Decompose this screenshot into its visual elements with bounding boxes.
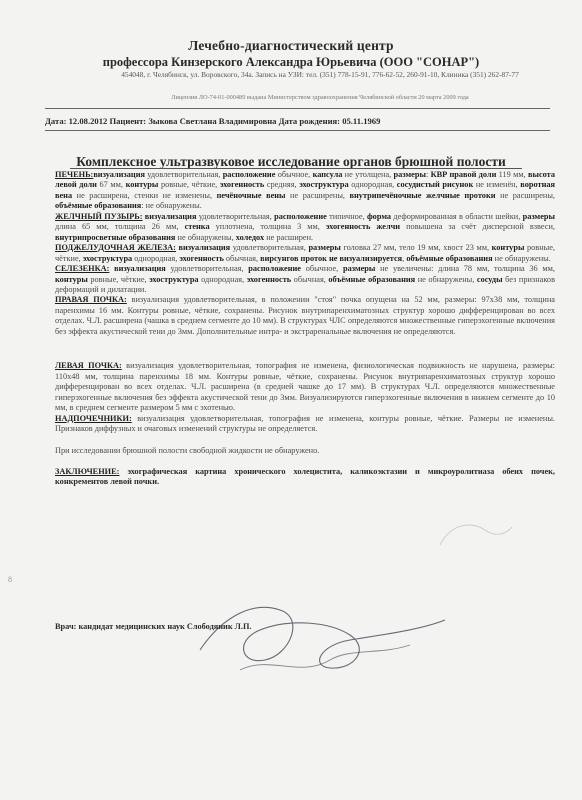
patient-divider [45, 130, 550, 131]
organ-heading: ПОДЖЕЛУДОЧНАЯ ЖЕЛЕЗА: [55, 243, 176, 253]
finding-label: сосудистый рисунок [396, 180, 474, 190]
spacer [55, 337, 555, 361]
finding-label: высота левой доли [55, 170, 556, 190]
license-line: Лицензия ЛО-74-01-000489 выдана Министерством здравоохранения Челябинской области 20 марта 2009 года [171, 94, 469, 101]
finding-text: однородная, [132, 253, 180, 263]
finding-label: эхогенность [246, 274, 292, 284]
finding-label: стенка [184, 222, 210, 232]
finding-label: объёмные образования [406, 253, 493, 263]
finding-label: объёмные образования [55, 201, 142, 211]
finding-text: обычная, [291, 274, 329, 284]
report-title: Комплексное ультразвуковое исследование органов брюшной полости [76, 154, 506, 169]
organ-section [55, 264, 555, 295]
finding-label: контуры [55, 274, 88, 284]
finding-text: не обнаружены, [415, 274, 477, 284]
organ-section [55, 361, 555, 413]
page-margin-mark: 8 [8, 575, 12, 584]
organ-section [55, 414, 555, 435]
finding-label: размеры [393, 170, 426, 179]
finding-text: не обнаружены. [492, 253, 551, 263]
finding-text: 119 мм, [496, 170, 528, 179]
organ-heading: ПЕЧЕНЬ: [55, 170, 94, 179]
finding-label: эхоструктура [82, 253, 133, 263]
finding-text: ровные, чёткие, [158, 180, 220, 190]
finding-text: удовлетворительная, [144, 170, 223, 179]
finding-text: средняя, [264, 180, 300, 190]
doctor-signature-line: Врач: кандидат медицинских наук Слободяник Л.П. [55, 622, 252, 631]
organ-sections [55, 170, 555, 434]
finding-text: ровные, чёткие, [55, 243, 555, 263]
finding-text: ровные, чёткие, [87, 274, 150, 284]
finding-text: деформированная в области шейки, [391, 211, 523, 221]
report-body [55, 170, 555, 488]
finding-label: форма [366, 211, 392, 221]
finding-label: контуры [125, 180, 159, 190]
organ-section [55, 243, 555, 264]
finding-label: сосуды [476, 274, 503, 284]
finding-text: не обнаружены, [175, 232, 236, 242]
free-fluid-statement: При исследовании брюшной полости свободной жидкости не обнаружено. [55, 446, 320, 456]
organ-section [55, 212, 555, 243]
finding-label: размеры [308, 243, 341, 253]
organ-section [55, 170, 555, 212]
organ-heading: ПРАВАЯ ПОЧКА: [55, 295, 127, 305]
conclusion-label: ЗАКЛЮЧЕНИЕ: [55, 466, 120, 476]
organ-heading: СЕЛЕЗЕНКА: [55, 264, 110, 274]
finding-label: холедох [235, 232, 265, 242]
finding-label: контуры [491, 243, 525, 253]
finding-label: расположение [274, 211, 327, 221]
handwritten-signature [180, 560, 460, 690]
finding-label: эхогенность [219, 180, 265, 190]
finding-label: визуализация [178, 243, 231, 253]
organ-heading: НАДПОЧЕЧНИКИ: [55, 413, 132, 423]
finding-text: , [402, 253, 407, 263]
finding-text: : [425, 170, 431, 179]
finding-label: внутрипросветные образования [55, 232, 176, 242]
finding-text: не утолщена, [342, 170, 394, 179]
header-divider [45, 108, 550, 109]
finding-text: не расширены, [285, 190, 350, 200]
finding-text: однородная, [348, 180, 397, 190]
finding-label: воротная вена [55, 180, 555, 200]
finding-text: визуализация удовлетворительная, топография не изменена, физиологическая подвижность не нарушена, размеры: 110х48 мм, толщина паренхимы 18 мм. Контуры ровные, чёткие, сохранены. Рисунок внутрипаренхиматозных структур хорошо дифференцирован во всех отделах. Ч.Л. расширена (в средней чашке до 17 мм). В структурах Ч.Л. определяются множественные гиперэхогенные включения без эффекта акустической тени до 3мм. Визуализируются гиперэхогенные включения в нижнем сегменте до 10 мм, в среднем сегменте размером 5 мм с эхотенью. [55, 361, 555, 413]
finding-label: размеры [522, 211, 555, 221]
organ-heading: ЛЕВАЯ ПОЧКА: [55, 361, 122, 371]
finding-label: внутрипечёночные желчные протоки [349, 190, 496, 200]
finding-text: визуализация удовлетворительная, топография не изменена, контуры ровные, чёткие. Размеры не изменены. Признаков диффузных и очаговых изменений структуры не определяется. [55, 413, 555, 433]
finding-text: удовлетворительная, [230, 243, 309, 253]
finding-text: обычное, [300, 264, 343, 274]
finding-text: удовлетворительная, [165, 264, 249, 274]
finding-label: расположение [248, 264, 301, 274]
finding-label: размеры [342, 264, 376, 274]
finding-label: КВР правой доли [430, 170, 497, 179]
finding-label: визуализация [114, 264, 166, 274]
finding-label: объёмные образования [328, 274, 416, 284]
address-line: 454048, г. Челябинск, ул. Воровского, 34а. Запись на УЗИ: тел. (351) 778-15-91, 776-62-52, 260-91-10, Клиника (351) 262-87-77 [121, 70, 519, 79]
finding-label: визуализация [93, 170, 145, 179]
finding-text: : не обнаружены. [141, 201, 202, 211]
conclusion-text: эхографическая картина хронического холецистита, каликоэктазии и микроуролитиаза обеих почек, конкрементов левой почки. [55, 466, 555, 487]
spacer [55, 434, 555, 446]
finding-text: не расширен. [264, 232, 314, 242]
organ-heading: ЖЕЛЧНЫЙ ПУЗЫРЬ: [55, 211, 143, 221]
title-underline [70, 168, 522, 169]
professor-line: профессора Кинзерского Александра Юрьевича (ООО "СОНАР") [102, 55, 480, 69]
finding-label: эхоструктура [299, 180, 349, 190]
finding-label: печёночные вены [216, 190, 286, 200]
finding-text: 67 мм, [96, 180, 126, 190]
spacer [55, 457, 555, 467]
center-name: Лечебно-диагностический центр [188, 38, 394, 53]
finding-text: головка 27 мм, тело 19 мм, хвост 23 мм, [340, 243, 492, 253]
finding-text: уплотнена, толщина 3 мм, [209, 222, 326, 232]
finding-label: капсула [312, 170, 343, 179]
finding-label: визуализация [144, 211, 197, 221]
finding-text: не расширена, стенки не изменены, [72, 190, 217, 200]
finding-text: обычное, [275, 170, 313, 179]
patient-line: Дата: 12.08.2012 Пациент: Зыкова Светлана Владимировна Дата рождения: 05.11.1969 [45, 116, 381, 126]
finding-label: эхоструктура [149, 274, 199, 284]
finding-text: не расширены, [495, 190, 555, 200]
organ-section [55, 295, 555, 337]
finding-text: типичное, [326, 211, 367, 221]
faint-stamp-mark [430, 505, 520, 565]
finding-text: обычная, [223, 253, 261, 263]
finding-text: не увеличены: длина 78 мм, толщина 36 мм, [375, 264, 555, 274]
finding-label: расположение [222, 170, 276, 179]
conclusion [55, 467, 555, 488]
finding-text: длина 65 мм, толщина 26 мм, [55, 222, 185, 232]
finding-text: удовлетворительная, [196, 211, 275, 221]
finding-text: повышена за счёт дисперсной взвеси, [400, 222, 555, 232]
finding-text: визуализация удовлетворительная, в положении "стоя" почка опущена на 52 мм, размеры: 97х38 мм, толщина паренхимы 16 мм. Контуры ровные, чёткие, сохранены. Рисунок внутрипаренхиматозных структур хорошо дифференцирован во всех отделах. Ч.Л. расширена (чашка в среднем сегменте до 10 мм). В структурах ЧЛС определяются множественные гиперэхогенные включения без эффекта акустической тени до 3мм. Дополнительные интра- и экстраренальные включения не определяются. [55, 295, 555, 336]
finding-label: вирсунгов проток [260, 253, 327, 263]
finding-text: без признаков деформаций и дилатации. [55, 274, 555, 294]
finding-text: не изменён, [473, 180, 521, 190]
finding-label: не визуализируется [328, 253, 403, 263]
finding-label: эхогенность желчи [325, 222, 401, 232]
finding-text: однородная, [198, 274, 247, 284]
finding-label: эхогенность [179, 253, 224, 263]
